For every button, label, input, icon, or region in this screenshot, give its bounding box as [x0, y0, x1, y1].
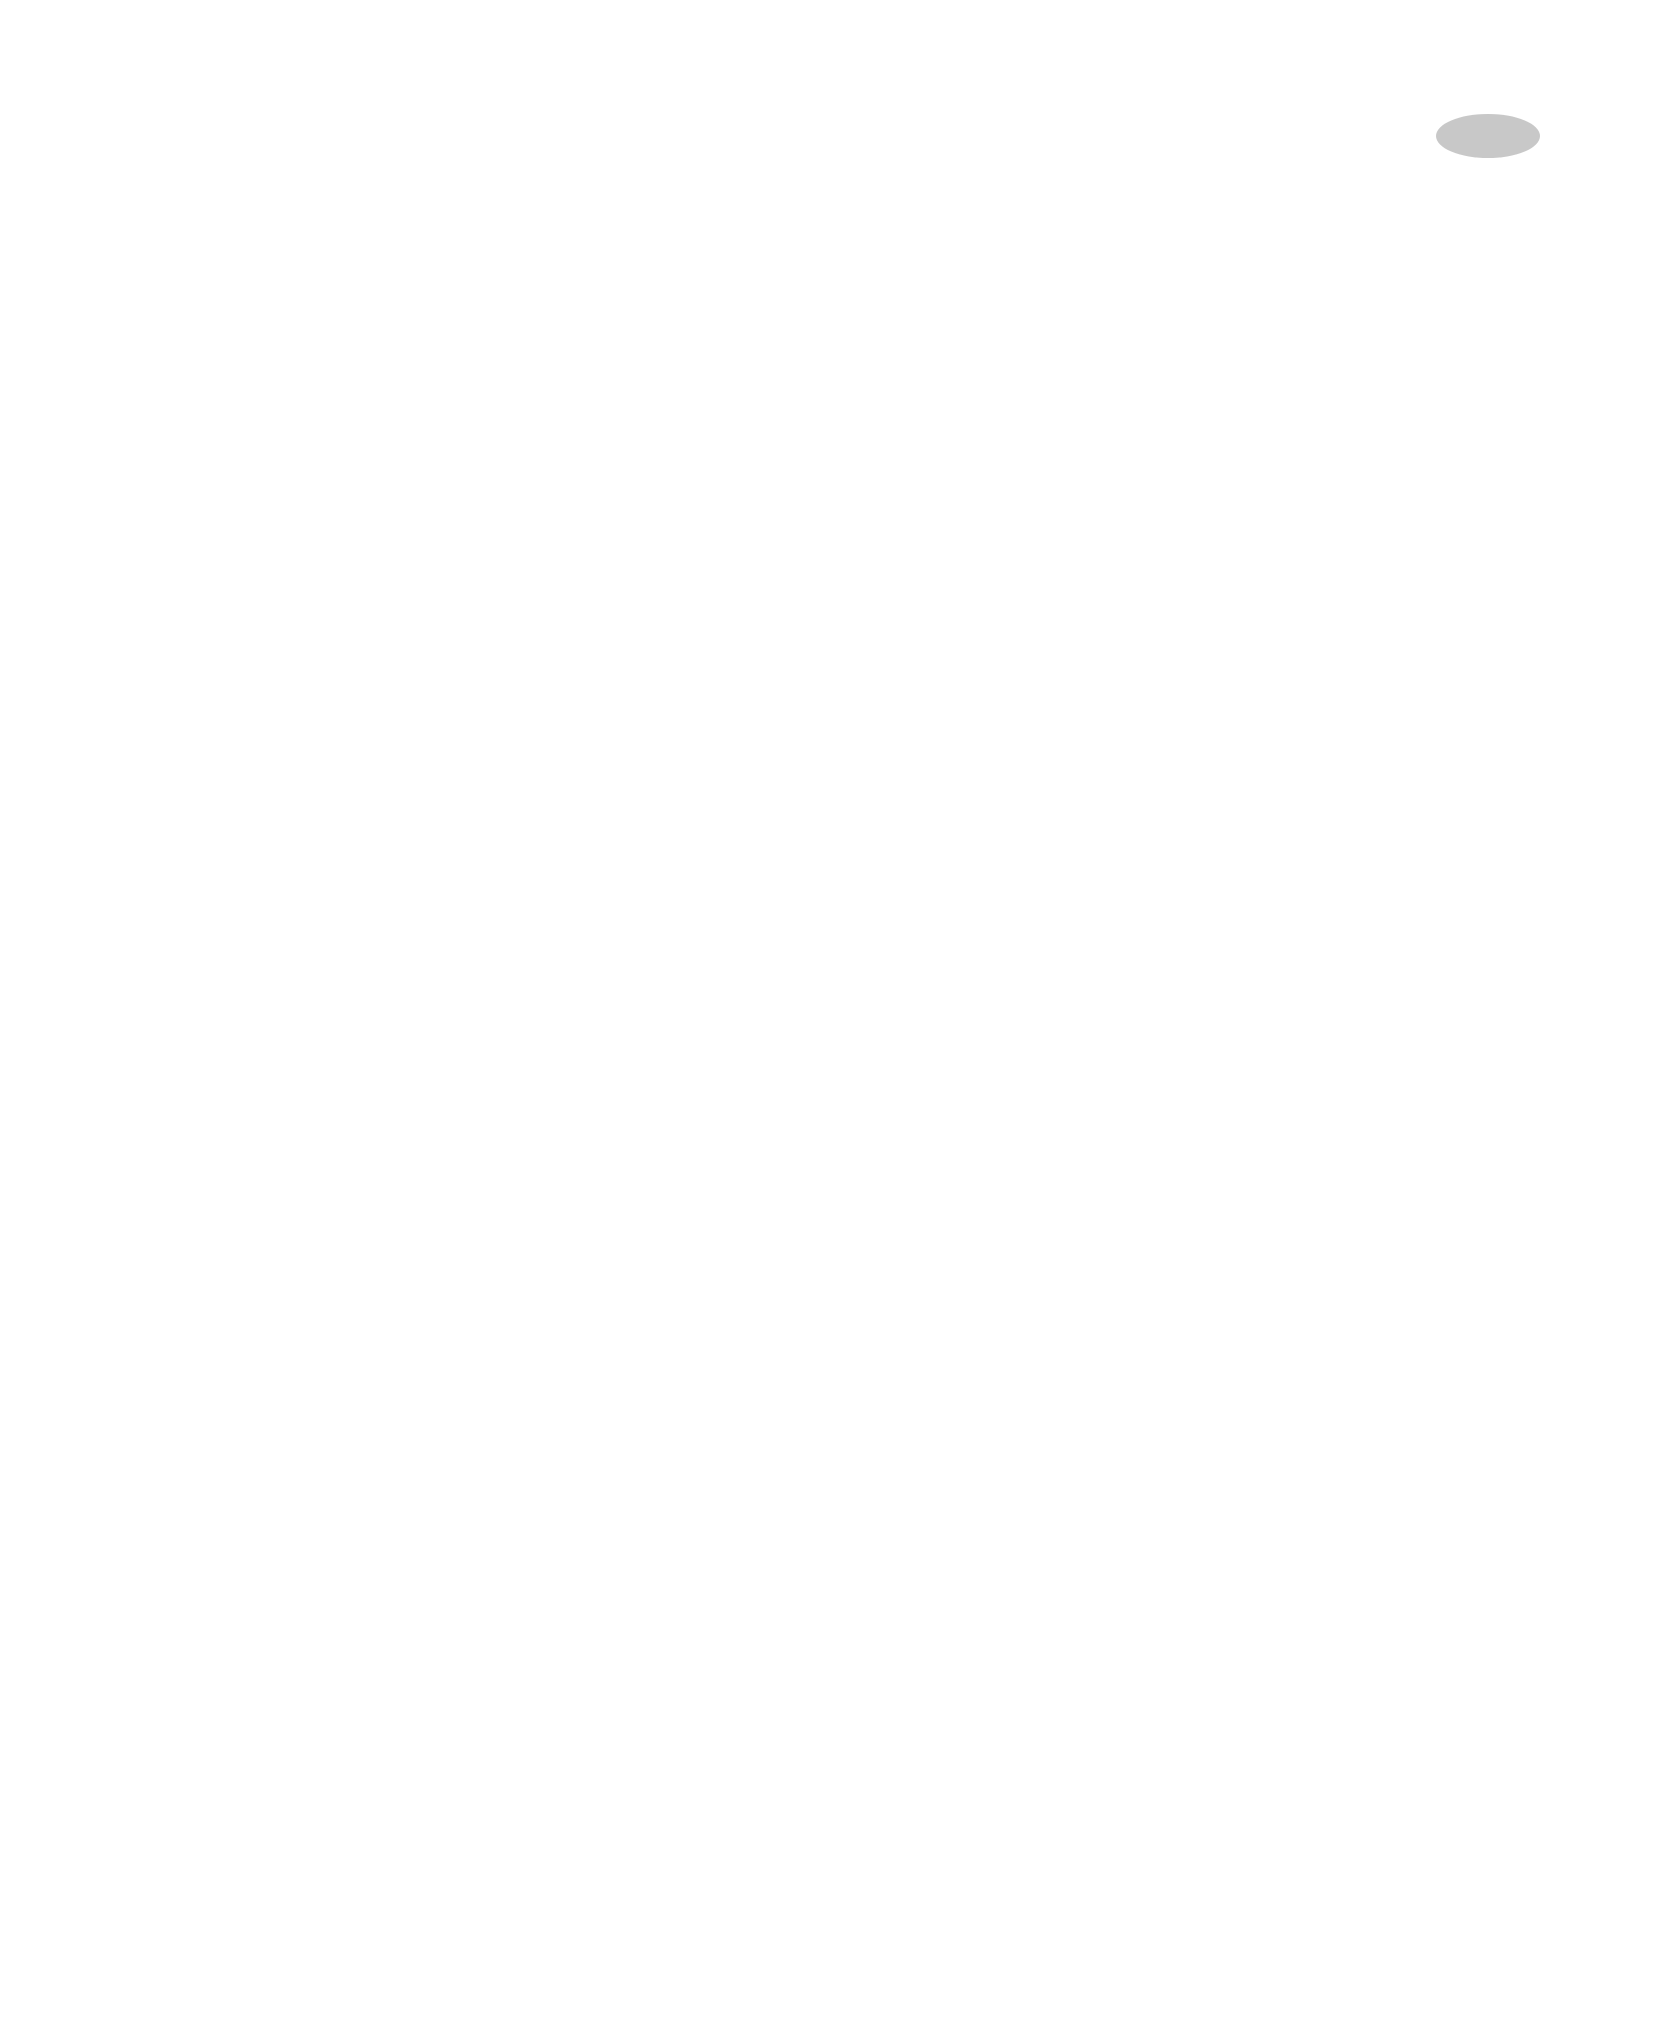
running-header: [1404, 112, 1540, 160]
page-number-badge: [1436, 114, 1540, 158]
